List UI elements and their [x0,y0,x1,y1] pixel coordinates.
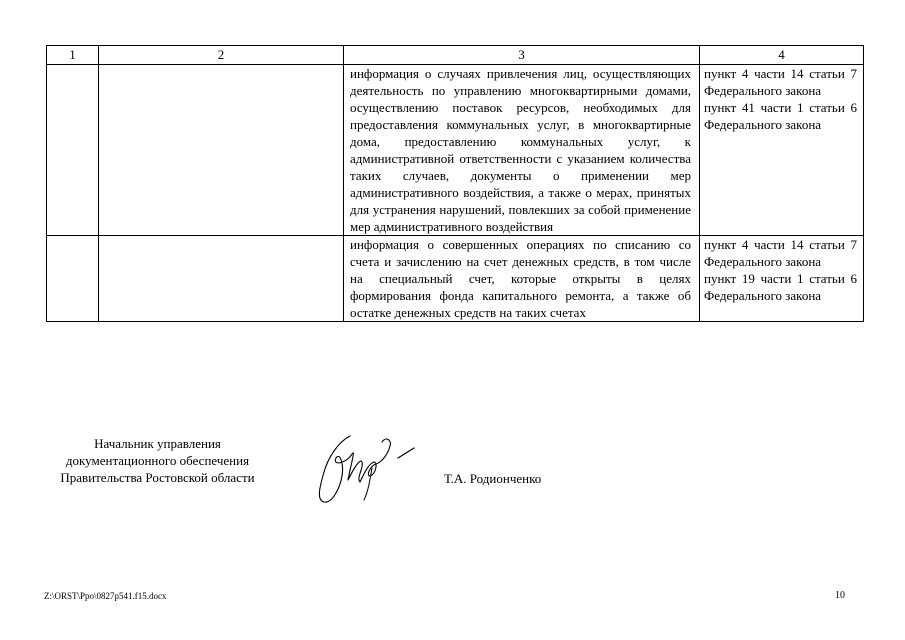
signatory-title [30,435,285,486]
legal-reference-cell [700,65,864,236]
row-category-cell [99,236,344,322]
legal-reference-line: Федерального закона [704,83,822,98]
legal-reference-line: Федерального закона [704,288,822,303]
legal-reference-line: пункт 41 части 1 статьи 6 [704,100,857,115]
table-header-row [47,46,864,65]
header-cell-2: 2 [99,46,344,65]
footer-file-path: Z:\ORST\Ppo\0827p541.f15.docx [44,591,167,601]
signatory-title-line: Правительства Ростовской области [60,470,255,485]
table-row [47,65,864,236]
header-cell-3: 3 [344,46,700,65]
signatory-title-line: Начальник управления [94,436,221,451]
row-number-cell [47,236,99,322]
legal-reference-line: пункт 19 части 1 статьи 6 [704,271,857,286]
description-cell: информация о случаях привлечения лиц, осуществляющих деятельность по управлению многоквартирными домами, осуществлению поставок ресурсов, необходимых для предоставления коммунальных услуг, в многоквартирные дома, предоставлению коммунальных услуг, к административной ответственности с указанием количества таких случаев, документы о применении мер административного воздействия, а также о мерах, принятых для устранения нарушений, повлекших за собой применение мер административного воздействия [344,65,700,236]
signatory-title-line: документационного обеспечения [65,453,250,468]
handwritten-signature [310,428,430,508]
header-cell-4: 4 [700,46,864,65]
signer-name: Т.А. Родионченко [444,471,542,486]
table-row [47,236,864,322]
page-number: 10 [835,590,845,601]
legal-reference-line: Федерального закона [704,254,822,269]
legal-reference-line: пункт 4 части 14 статьи 7 [704,66,857,81]
legal-reference-line: пункт 4 части 14 статьи 7 [704,237,857,252]
description-cell: информация о совершенных операциях по списанию со счета и зачислению на счет денежных средств, в том числе на специальный счет, которые открыты в целях формирования фонда капитального ремонта, а также об остатке денежных средств на таких счетах [344,236,700,322]
document-table [46,45,864,322]
header-cell-1: 1 [47,46,99,65]
legal-reference-line: Федерального закона [704,117,822,132]
row-number-cell [47,65,99,236]
row-category-cell [99,65,344,236]
legal-reference-cell [700,236,864,322]
